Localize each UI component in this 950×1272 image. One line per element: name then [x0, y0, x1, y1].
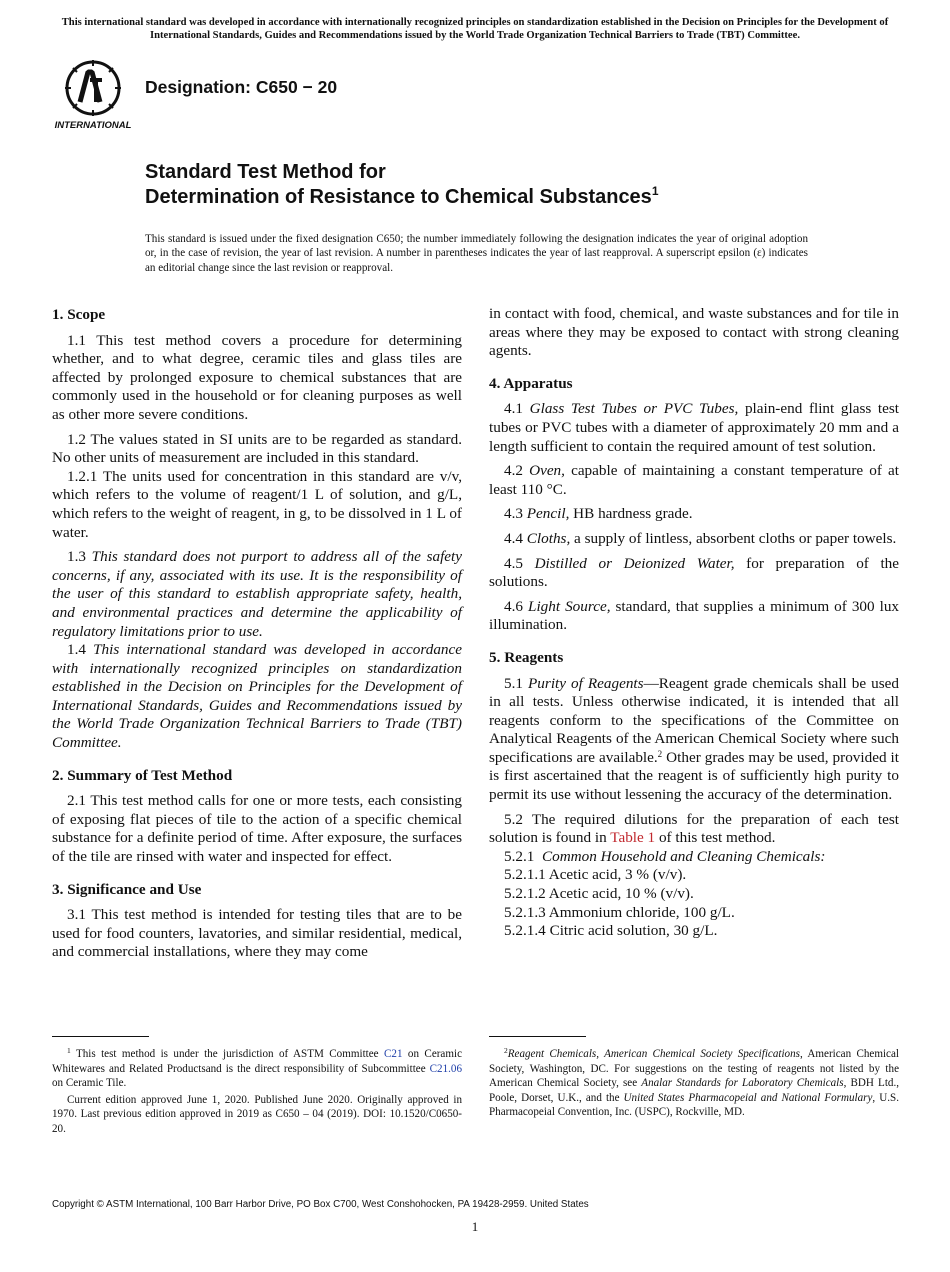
para-4-1 — [489, 400, 899, 456]
footnote-2-text — [489, 1047, 899, 1120]
para-number: 1.3 — [67, 548, 86, 566]
para-number: 4.5 — [504, 554, 523, 572]
para-term: Oven, — [529, 462, 565, 480]
section-heading-summary: 2. Summary of Test Method — [52, 766, 233, 784]
table-1-link[interactable]: Table 1 — [610, 829, 656, 847]
para-1-2: 1.2 The values stated in SI units are to be regarded as standard. No other units of measurement are included in this standard. — [52, 430, 462, 467]
left-column — [52, 306, 462, 968]
para-1-2-1: 1.2.1 The units used for concentration in this standard are v/v, which refers to the volume of reagent/1 L of solution, and g/L, which refers to the weight of reagent, in g, to be dissolved in 1 L of water. — [52, 467, 462, 541]
para-number: 4.4 — [504, 529, 523, 547]
section-heading-scope: 1. Scope — [52, 306, 106, 323]
footnote-title: United States Pharmacopeial and National Formulary — [623, 1091, 873, 1104]
para-term: Pencil, — [526, 505, 570, 523]
footnote-text: , U.S. Pharmacopeial Convention, Inc. (USPC), Rockville, MD. — [489, 1091, 899, 1119]
astm-logo — [52, 58, 134, 130]
para-5-2-1-1: 5.2.1.1 Acetic acid, 3 % (v/v). — [504, 866, 687, 884]
document-title — [145, 160, 659, 209]
section-heading-significance: 3. Significance and Use — [52, 880, 202, 898]
para-4-6 — [489, 598, 899, 635]
para-text: Other grades may be used, provided it is first ascertained that the reagent is of sufficiently high purity to permit its use without lessening the accuracy of the determination. — [489, 748, 899, 804]
para-text: 5.2 The required dilutions for the preparation of each test solution is found in — [489, 810, 899, 847]
footnote-title: Analar Standards for Laboratory Chemicals — [641, 1077, 844, 1090]
para-term: Common Household and Cleaning Chemicals: — [541, 847, 826, 865]
para-term: Light Source, — [528, 597, 611, 615]
para-4-5 — [489, 555, 899, 592]
para-text: standard, that supplies a minimum of 300 lux illumination. — [489, 597, 900, 634]
designation: Designation: C650 − 20 — [145, 77, 338, 97]
copyright-line: Copyright © ASTM International, 100 Barr Harbor Drive, PO Box C700, West Conshohocken, PA 19428-2959. United States — [52, 1199, 589, 1210]
para-3-1-continued: in contact with food, chemical, and waste substances and for tile in areas where they may be exposed to contact with strong cleaning agents. — [489, 305, 899, 360]
para-number: 4.6 — [504, 597, 523, 615]
para-number: 5.2.1 — [504, 847, 535, 865]
footnote-title: Reagent Chemicals, American Chemical Society Specifications — [507, 1048, 800, 1060]
para-5-2-1 — [489, 848, 899, 867]
para-number: 4.1 — [504, 400, 523, 418]
para-4-3 — [489, 505, 899, 524]
footnote-1-text — [52, 1047, 462, 1091]
para-text: —Reagent grade chemicals shall be used in all tests. Unless otherwise indicated, it is intended that all reagents conform to the specifications of the Committee on Analytical Reagents of the American Chemical Society where such specifications are available. — [489, 674, 900, 766]
footnote-rule-right — [489, 1036, 586, 1037]
footnote-text: on Ceramic Whitewares and Related Productsand is the direct responsibility of Subcommittee — [52, 1048, 462, 1075]
section-heading-reagents: 5. Reagents — [489, 648, 564, 666]
footnote-1 — [52, 1047, 462, 1139]
title-line-2 — [145, 185, 659, 210]
para-1-1: 1.1 This test method covers a procedure for determining whether, and to what degree, ceramic tiles and glass tiles are affected by prolonged exposure to chemical substances that are commonly used in the household or for cleaning purposes as well as other more severe conditions. — [52, 331, 462, 423]
para-2-1: 2.1 This test method calls for one or more tests, each consisting of exposing flat pieces of tile to the action of a specific chemical substance for a definite period of time. After exposure, the surfaces of the tile are rinsed with water and inspected for effect. — [52, 792, 462, 866]
para-text: HB hardness grade. — [573, 505, 693, 523]
para-term: Purity of Reagents — [528, 674, 644, 692]
section-heading-apparatus: 4. Apparatus — [489, 374, 573, 392]
para-text: plain-end flint glass test tubes or PVC tubes with a diameter of approximately 20 mm and a length sufficient to contain the required amount of test solution. — [489, 400, 900, 455]
para-5-1 — [489, 675, 899, 805]
para-text: of this test method. — [655, 829, 776, 847]
para-term: Distilled or Deionized Water, — [534, 554, 735, 572]
para-italic-text: This standard does not purport to address all of the safety concerns, if any, associated with its use. It is the responsibility of the user of this standard to establish appropriate safety, health, and environmental practices and determine the applicability of regulatory limitations prior to use. — [52, 548, 463, 640]
para-text: capable of maintaining a constant temperature of at least 110 °C. — [489, 462, 899, 498]
para-1-3 — [52, 548, 462, 641]
footnote-text: , American Chemical Society, Washington, DC. For suggestions on the testing of reagents not listed by the American Chemical Society, see — [489, 1048, 899, 1090]
para-term: Cloths, — [526, 529, 571, 547]
title-footnote-mark[interactable]: 1 — [651, 183, 659, 198]
para-3-1: 3.1 This test method is intended for testing tiles that are to be used for food counters, lavatories, and similar residential, medical, and commercial installations, where they may come — [52, 906, 462, 961]
para-text: a supply of lintless, absorbent cloths or paper towels. — [574, 529, 897, 547]
footnote-mark: 2 — [504, 1046, 508, 1055]
para-5-2-1-4: 5.2.1.4 Citric acid solution, 30 g/L. — [504, 922, 718, 940]
footnote-text: This test method is under the jurisdiction of ASTM Committee — [70, 1048, 384, 1060]
para-italic-text: This international standard was developed in accordance with internationally recognized principles on standardization established in the Decision on Principles for the Development of International Standards, Guides and Recommendations issued by the World Trade Organization Technical Barriers to Trade (TBT) Committee. — [52, 641, 463, 752]
para-number: 5.1 — [504, 674, 523, 692]
para-number: 1.4 — [67, 641, 86, 659]
para-number: 4.3 — [504, 505, 523, 523]
page-number: 1 — [471, 1219, 479, 1234]
para-5-2-1-3: 5.2.1.3 Ammonium chloride, 100 g/L. — [504, 903, 735, 921]
committee-c21-link[interactable]: C21 — [384, 1048, 403, 1060]
title-text: Determination of Resistance to Chemical Substances — [145, 185, 652, 208]
footnote-rule-left — [52, 1036, 149, 1037]
para-term: Glass Test Tubes or PVC Tubes, — [529, 400, 739, 418]
para-4-4 — [489, 530, 899, 549]
para-4-2 — [489, 462, 899, 499]
title-line-1: Standard Test Method for — [145, 161, 386, 183]
para-5-2 — [489, 811, 899, 848]
para-1-4 — [52, 641, 462, 753]
logo-wordmark: INTERNATIONAL — [54, 120, 132, 130]
footnote-1-edition: Current edition approved June 1, 2020. Published June 2020. Originally approved in 1970. Last previous edition approved in 2019 as C650 – 04 (2019). DOI: 10.1520/C0650-20. — [52, 1093, 462, 1135]
para-number: 4.2 — [504, 462, 523, 480]
footnote-text: , BDH Ltd., Poole, Dorset, U.K., and the — [489, 1077, 899, 1104]
para-5-2-1-2: 5.2.1.2 Acetic acid, 10 % (v/v). — [504, 885, 694, 903]
right-column — [489, 305, 899, 941]
trade-notice: This international standard was developed in accordance with internationally recognized principles on standardization established in the Decision on Principles for the Development of International Standards, Guides and Recommendations issued by the World Trade Organization Technical Barriers to Trade (TBT) Committee. — [61, 17, 889, 41]
issued-note: This standard is issued under the fixed designation C650; the number immediately following the designation indicates the year of original adoption or, in the case of revision, the year of last revision. A number in parentheses indicates the year of last reapproval. A superscript epsilon (ε) indicates an editorial change since the last revision or reapproval. — [145, 233, 808, 274]
subcommittee-c21-06-link[interactable]: C21.06 — [429, 1062, 462, 1075]
footnote-mark-2[interactable]: 2 — [657, 748, 663, 759]
footnote-text: on Ceramic Tile. — [52, 1077, 127, 1090]
footnote-mark: 1 — [67, 1046, 71, 1055]
footnote-2 — [489, 1047, 899, 1122]
para-text: for preparation of the solutions. — [489, 554, 900, 591]
